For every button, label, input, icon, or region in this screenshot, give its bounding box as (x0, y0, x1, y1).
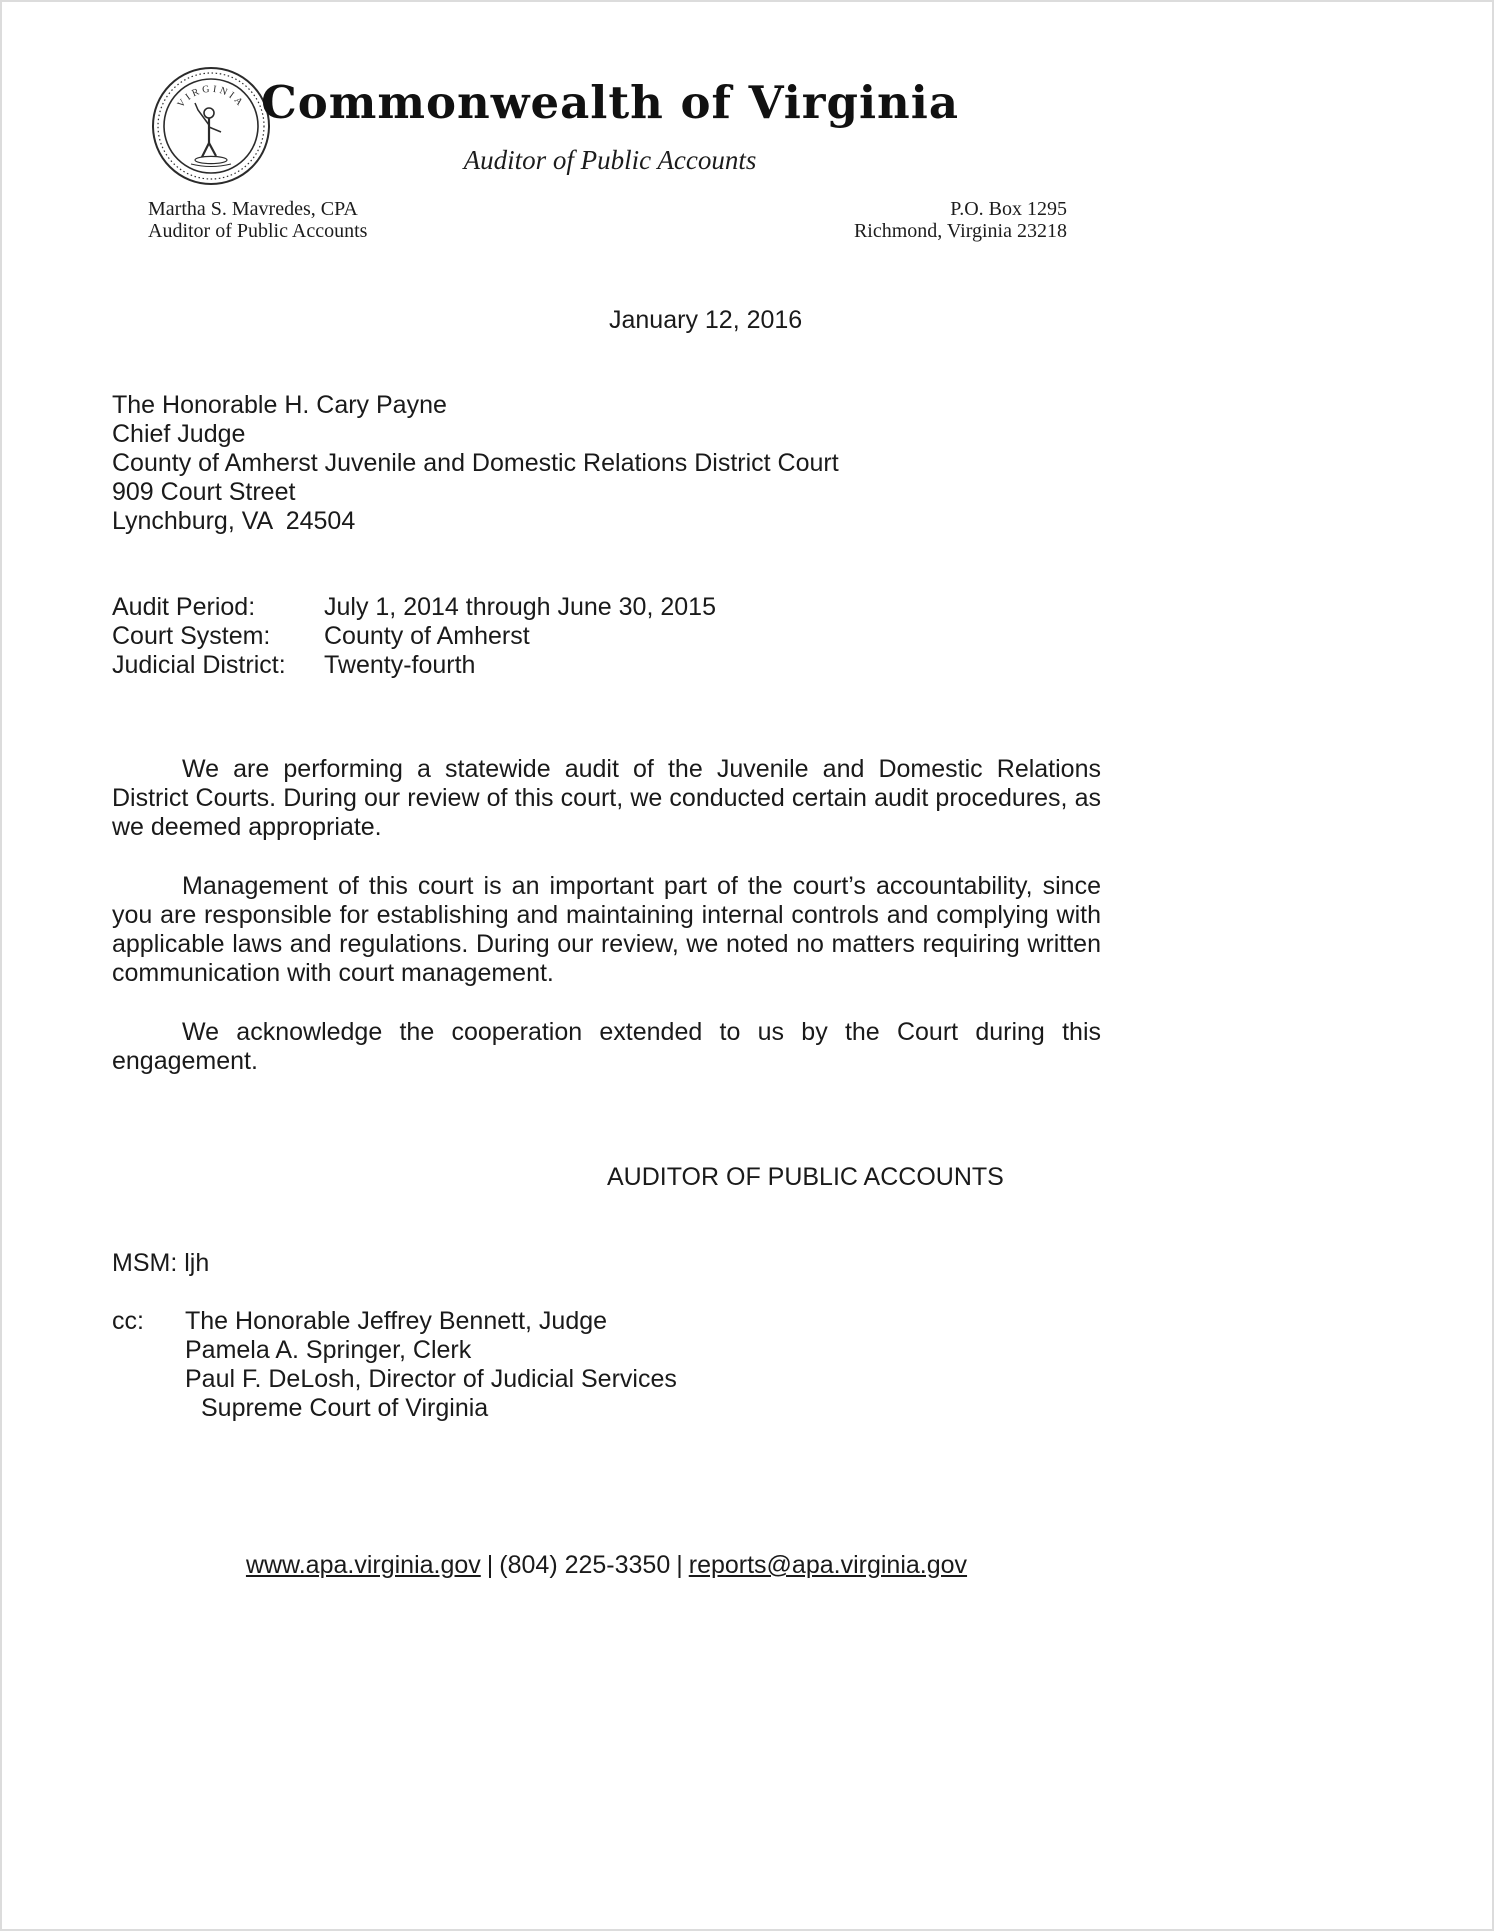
sender-address-block (854, 198, 1067, 242)
cc-block (112, 1307, 1101, 1423)
audit-info-row (112, 651, 1101, 680)
reference-initials: MSM: ljh (112, 1249, 210, 1277)
judicial-district-value: Twenty-fourth (324, 651, 476, 679)
sender-name: Martha S. Mavredes, CPA (148, 198, 358, 220)
recipient-name: The Honorable H. Cary Payne (112, 391, 447, 419)
recipient-title: Chief Judge (112, 420, 246, 448)
footer-separator: | (676, 1551, 683, 1579)
audit-info-block (112, 593, 1101, 680)
letter-date: January 12, 2016 (609, 306, 803, 334)
footer-separator: | (486, 1551, 494, 1579)
audit-info-row (112, 593, 1101, 622)
letterhead (2, 2, 1492, 262)
letter-content (2, 306, 1492, 1580)
body-paragraph: We acknowledge the cooperation extended to us by the Court during this engagement. (112, 1018, 1101, 1075)
audit-info-row (112, 622, 1101, 651)
sender-city-state-zip: Richmond, Virginia 23218 (853, 220, 1067, 242)
cc-name: Paul F. DeLosh, Director of Judicial Services (185, 1365, 677, 1393)
audit-period-value: July 1, 2014 through June 30, 2015 (324, 593, 716, 621)
letterhead-subtitle: Auditor of Public Accounts (463, 145, 757, 175)
letterhead-center (2, 76, 1218, 176)
recipient-city-state-zip: Lynchburg, VA 24504 (112, 507, 356, 535)
signature-line: AUDITOR OF PUBLIC ACCOUNTS (607, 1163, 1004, 1191)
judicial-district-label: Judicial District: (112, 651, 286, 679)
court-system-label: Court System: (112, 622, 271, 650)
website-link[interactable]: www.apa.virginia.gov (245, 1551, 481, 1579)
body-paragraph: We are performing a statewide audit of the Juvenile and Domestic Relations District Courts. During our review of this court, we conducted certain audit procedures, as we deemed appropriate. (112, 755, 1101, 841)
footer-contact-line (112, 1551, 1101, 1580)
cc-name: The Honorable Jeffrey Bennett, Judge (185, 1307, 608, 1335)
sender-po-box: P.O. Box 1295 (950, 198, 1067, 220)
court-system-value: County of Amherst (324, 622, 530, 650)
letter-body (112, 755, 1101, 1076)
seal-label: VIRGINIA (175, 83, 247, 111)
phone-number: (804) 225-3350 (499, 1551, 671, 1579)
cc-label: cc: (112, 1307, 144, 1335)
cc-name: Supreme Court of Virginia (201, 1394, 489, 1422)
body-paragraph: Management of this court is an important part of the court’s accountability, since you are responsible for establishing and maintaining internal controls and complying with applicable laws and regulations. During our review, we noted no matters requiring written communication with court management. (112, 872, 1101, 987)
recipient-court: County of Amherst Juvenile and Domestic Relations District Court (112, 449, 839, 477)
letterhead-title: Commonwealth of Virginia (260, 76, 960, 129)
cc-names (185, 1307, 677, 1423)
recipient-block (112, 391, 1101, 536)
audit-period-label: Audit Period: (112, 593, 256, 621)
email-link[interactable]: reports@apa.virginia.gov (688, 1551, 968, 1579)
recipient-street: 909 Court Street (112, 478, 296, 506)
sender-block (148, 198, 367, 242)
cc-name: Pamela A. Springer, Clerk (185, 1336, 472, 1364)
sender-title: Auditor of Public Accounts (148, 220, 368, 242)
